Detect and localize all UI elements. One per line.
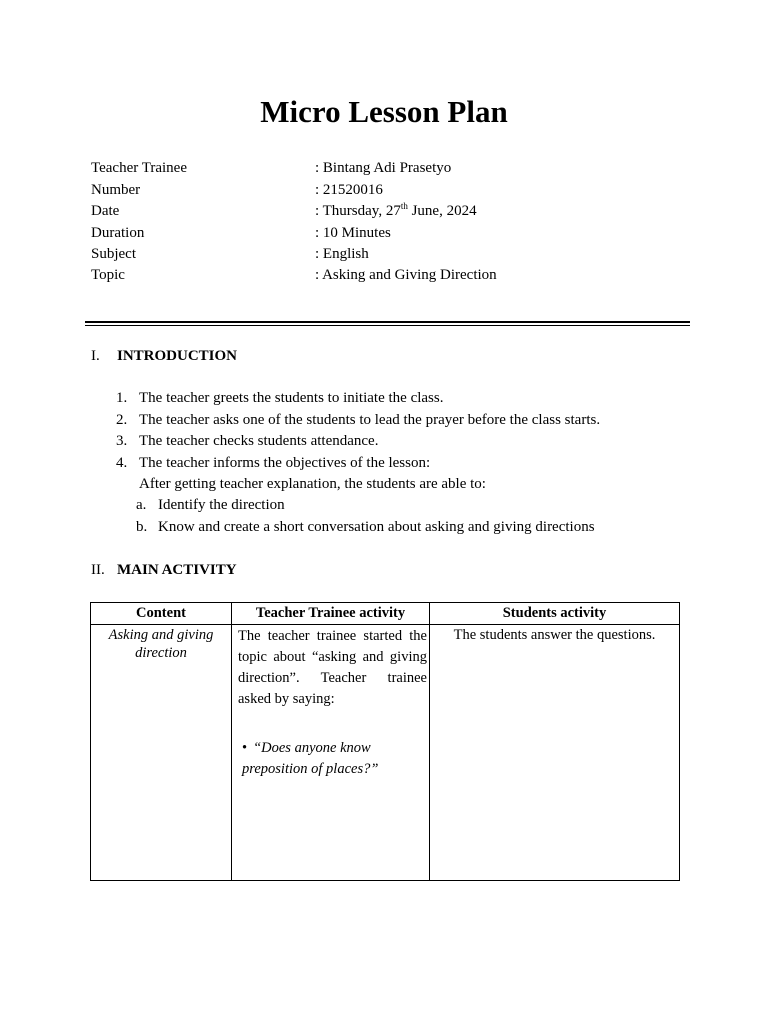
info-label: Duration: [91, 225, 145, 241]
objective-item: [136, 517, 595, 538]
column-header-students-activity: Students activity: [430, 603, 680, 625]
info-value: : 10 Minutes: [315, 225, 391, 241]
info-value: [315, 201, 477, 222]
objective-item: [136, 495, 285, 516]
section-title: MAIN ACTIVITY: [117, 562, 237, 578]
list-number: 1.: [116, 390, 128, 406]
list-item: [116, 431, 378, 452]
info-row-date: [91, 201, 691, 222]
list-text: The teacher greets the students to initiate the class.: [139, 390, 444, 406]
list-item: [116, 453, 430, 474]
bullet-icon: •: [242, 740, 248, 756]
info-row-topic: [91, 265, 691, 286]
list-text: The teacher informs the objectives of the lesson:: [139, 455, 431, 471]
objective-text: Identify the direction: [158, 497, 285, 513]
info-value: : English: [315, 246, 369, 262]
date-text: : Thursday, 27: [315, 203, 401, 219]
objective-letter: a.: [136, 497, 147, 513]
list-text: The teacher asks one of the students to lead the prayer before the class starts.: [139, 412, 601, 428]
info-row-duration: [91, 223, 691, 244]
column-header-teacher-activity: Teacher Trainee activity: [232, 603, 430, 625]
info-value: : Asking and Giving Direction: [315, 267, 497, 283]
info-row-number: [91, 180, 691, 201]
list-item: [116, 410, 600, 431]
info-label: Teacher Trainee: [91, 160, 187, 176]
objective-text: Know and create a short conversation about asking and giving directions: [158, 519, 595, 535]
list-number: 3.: [116, 433, 128, 449]
info-label: Subject: [91, 246, 136, 262]
divider-thick: [85, 321, 690, 323]
date-text-rest: June, 2024: [407, 203, 477, 219]
cell-content: Asking and giving direction: [91, 625, 232, 881]
section-title: INTRODUCTION: [117, 348, 238, 364]
teacher-bullet-item: [238, 738, 427, 780]
objectives-intro: After getting teacher explanation, the students are able to:: [139, 476, 486, 492]
teacher-bullet-text: “Does anyone know preposition of places?”: [242, 740, 379, 777]
teacher-activity-text: The teacher trainee started the topic about “asking and giving direction”. Teacher trainee asked by saying:: [238, 628, 427, 707]
divider-thin: [85, 325, 690, 326]
info-value: : 21520016: [315, 182, 383, 198]
objective-letter: b.: [136, 519, 148, 535]
info-label: Topic: [91, 267, 125, 283]
date-ordinal: th: [400, 201, 408, 211]
info-value: : Bintang Adi Prasetyo: [315, 160, 452, 176]
activity-table: [90, 602, 680, 881]
info-row-teacher-trainee: [91, 158, 691, 179]
column-header-content: Content: [91, 603, 232, 625]
info-row-subject: [91, 244, 691, 265]
cell-students-activity: The students answer the questions.: [430, 625, 680, 881]
info-label: Date: [91, 203, 120, 219]
list-number: 2.: [116, 412, 128, 428]
page-title: Micro Lesson Plan: [260, 94, 508, 129]
table-header-row: [91, 603, 680, 625]
list-number: 4.: [116, 455, 128, 471]
section-number: II.: [91, 562, 105, 578]
cell-teacher-activity: [232, 625, 430, 881]
table-row: [91, 625, 680, 881]
info-label: Number: [91, 182, 141, 198]
section-number: I.: [91, 348, 100, 364]
list-text: The teacher checks students attendance.: [139, 433, 379, 449]
list-item: [116, 388, 443, 409]
